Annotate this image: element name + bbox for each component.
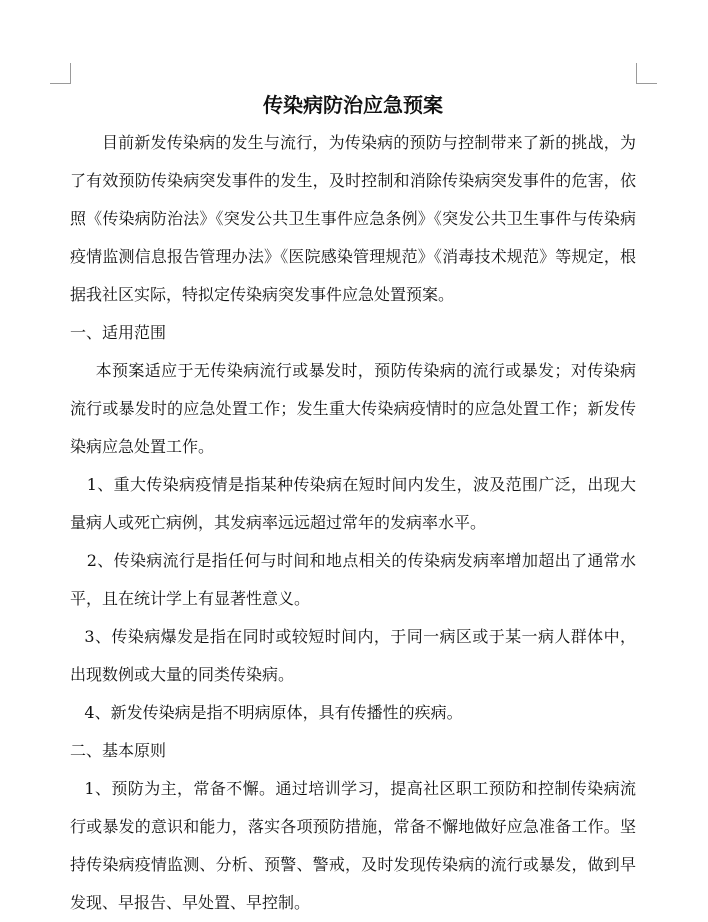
scope-item-3: 3、传染病爆发是指在同时或较短时间内，于同一病区或于某一病人群体中，出现数例或大量的同类传染病。 (70, 627, 636, 684)
section-heading-principles: 二、基本原则 (70, 741, 167, 760)
intro-paragraph: 目前新发传染病的发生与流行，为传染病的预防与控制带来了新的挑战，为了有效预防传染病突发事件的发生，及时控制和消除传染病突发事件的危害，依照《传染病防治法》《突发公共卫生事件应急条例》《突发公共卫生事件与传染病疫情监测信息报告管理办法》《医院感染管理规范》《消毒技术规范》等规定，根据我社区实际，特拟定传染病突发事件应急处置预案。 (70, 133, 636, 304)
margin-corner-mark-top-right (636, 63, 657, 84)
scope-item-2: 2、传染病流行是指任何与时间和地点相关的传染病发病率增加超出了通常水平，且在统计学上有显著性意义。 (70, 551, 636, 608)
document-body (70, 86, 636, 922)
scope-paragraph: 本预案适应于无传染病流行或暴发时，预防传染病的流行或暴发；对传染病流行或暴发时的应急处置工作；发生重大传染病疫情时的应急处置工作；新发传染病应急处置工作。 (70, 361, 636, 456)
document-title: 传染病防治应急预案 (263, 93, 443, 117)
scope-item-1: 1、重大传染病疫情是指某种传染病在短时间内发生，波及范围广泛，出现大量病人或死亡病例，其发病率远远超过常年的发病率水平。 (70, 475, 636, 532)
scope-item-4: 4、新发传染病是指不明病原体，具有传播性的疾病。 (84, 703, 463, 722)
principle-item-1: 1、预防为主，常备不懈。通过培训学习，提高社区职工预防和控制传染病流行或暴发的意识和能力，落实各项预防措施，常备不懈地做好应急准备工作。坚持传染病疫情监测、分析、预警、警戒，及时发现传染病的流行或暴发，做到早发现、早报告、早处置、早控制。 (70, 779, 636, 912)
margin-corner-mark-top-left (50, 63, 71, 84)
section-heading-scope: 一、适用范围 (70, 323, 167, 342)
